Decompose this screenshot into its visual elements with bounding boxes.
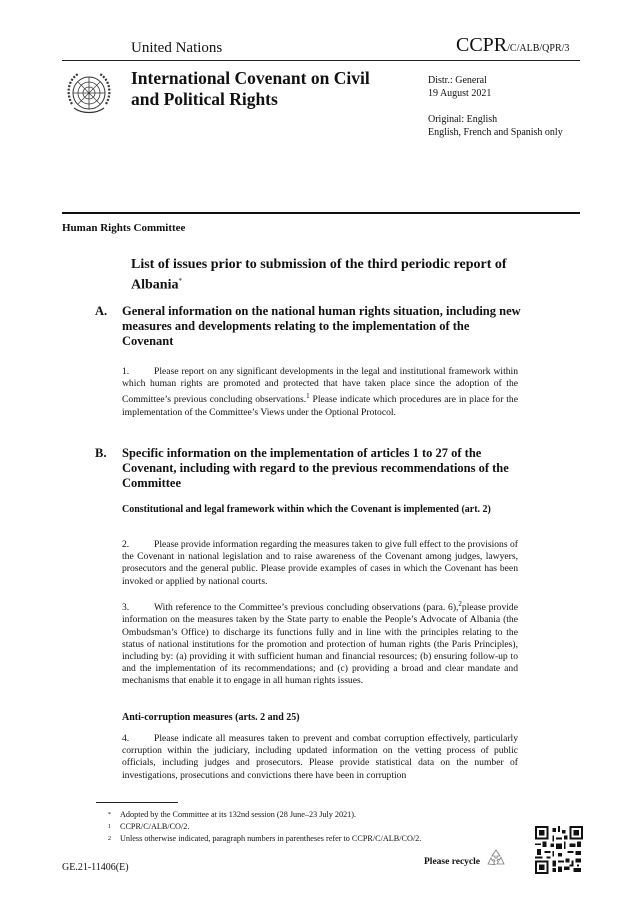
recycle-icon: [485, 848, 507, 870]
committee-name: Human Rights Committee: [62, 222, 186, 234]
footnote-rule: [96, 802, 178, 803]
footnote-text: Adopted by the Committee at its 132nd session (28 June–23 July 2021).: [120, 810, 357, 819]
symbol-main: CCPR: [456, 34, 508, 56]
footnote-2: [108, 834, 528, 844]
paragraph-number: 3.: [122, 602, 130, 614]
paragraph-number: 1.: [122, 366, 130, 377]
footnote-text: Unless otherwise indicated, paragraph numbers in parentheses refer to CCPR/C/ALB/CO/2.: [120, 834, 422, 843]
footnote-mark: *: [108, 812, 111, 818]
footnote-mark: 1: [108, 824, 111, 830]
qr-code-icon: [535, 826, 583, 874]
paragraph-text: With reference to the Committee’s previous concluding observations (para. 6),: [154, 602, 459, 614]
paragraph-text-cont: please provide information on the measures taken by the State party to enable the People’s Advocate of Albania (the Ombudsman’s Office) to discharge its functions fully and in line with the principles relating to the status of national institutions for the promotion and protection of human rights (the Paris Principles), including by: (a) providing it with sufficient human and financial resources; (b) ensuring follow-up to and the implementation of its recommendations; and (c) providing a broad and clear mandate and mechanisms that enable it to engage in all human rights issues.: [122, 602, 518, 687]
paragraph-text: Please indicate all measures taken to prevent and combat corruption effectively, particularly corruption within the judiciary, including updated information on the vetting process of public officials, including judges and prosecutors. Please provide statistical data on the number of investigations, prosecutions and convictions there have been in corruption: [122, 733, 518, 781]
job-number: GE.21-11406(E): [62, 862, 129, 873]
document-title-text: List of issues prior to submission of the third periodic report of Albania: [131, 257, 507, 293]
paragraph-1: [122, 366, 518, 419]
symbol-suffix: /C/ALB/QPR/3: [507, 43, 570, 54]
footnote-star: [108, 810, 528, 820]
footnote-ref: 1: [306, 392, 310, 401]
paragraph-number: 2.: [122, 539, 130, 550]
paragraph-3: [122, 598, 518, 688]
committee-rule: [62, 212, 580, 214]
subheading-anti-corruption: Anti-corruption measures (arts. 2 and 25): [122, 712, 300, 723]
section-b-letter: B.: [95, 446, 107, 460]
paragraph-2: [122, 539, 518, 588]
document-title: [131, 256, 521, 294]
section-a-title: General information on the national human rights situation, including new measures and developments relating to the implementation of the Covenant: [122, 304, 521, 348]
issue-date: 19 August 2021: [428, 88, 492, 99]
treaty-title: International Covenant on Civil and Political Rights: [131, 68, 370, 109]
footnote-mark: 2: [108, 836, 111, 842]
section-b-title: Specific information on the implementation of articles 1 to 27 of the Covenant, including with regard to the previous recommendations of the Committee: [122, 446, 509, 490]
org-name: United Nations: [131, 40, 223, 56]
paragraph-number: 4.: [122, 733, 130, 744]
subheading-constitutional: Constitutional and legal framework within which the Covenant is implemented (art. 2): [122, 504, 491, 515]
footnote-1: [108, 822, 528, 832]
original-language: Original: English: [428, 114, 498, 125]
distribution-block: [428, 74, 563, 139]
languages: English, French and Spanish only: [428, 127, 563, 138]
recycle-label: Please recycle: [424, 857, 480, 867]
un-emblem-icon: [64, 68, 114, 118]
paragraph-text: Please provide information regarding the measures taken to give full effect to the provisions of the Covenant in national legislation and to raise awareness of the Covenant among judges, lawyers, prosecutors and the general public. Please provide examples of cases in which the Covenant has been invoked or applied by national courts.: [122, 539, 518, 587]
paragraph-text-cont: Please indicate which procedures are in place for the implementation of the Committee’s Views under the Optional Protocol.: [122, 394, 518, 418]
paragraph-text: Please report on any significant developments in the legal and institutional framework within which human rights are promoted and protected that have taken place since the adoption of the Committee’s previous concluding observations.: [122, 366, 518, 406]
document-symbol: [456, 34, 569, 57]
title-footnote-mark: *: [178, 277, 182, 285]
distribution: Distr.: General: [428, 75, 487, 86]
footnote-ref: 2: [458, 600, 462, 608]
footnote-text: CCPR/C/ALB/CO/2.: [120, 822, 190, 831]
paragraph-4: [122, 733, 518, 782]
header-rule: [62, 60, 580, 61]
section-a-letter: A.: [95, 304, 108, 318]
